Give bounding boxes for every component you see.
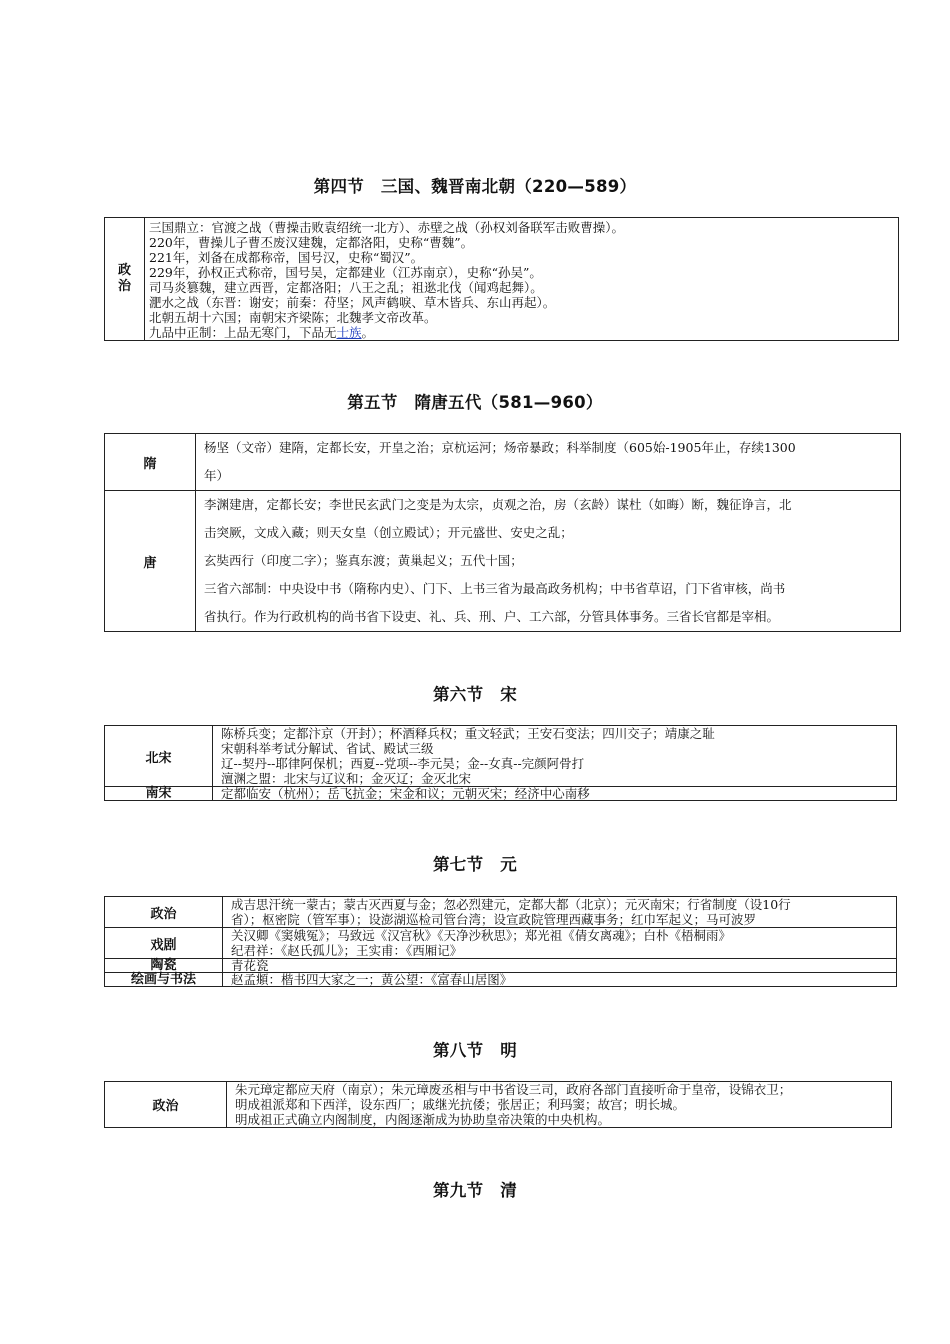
table-section-6 [104, 725, 897, 801]
shizu-link[interactable]: 士族 [336, 325, 362, 340]
table-section-8 [104, 1081, 892, 1128]
row-head-ming-politics: 政治 [105, 1082, 227, 1128]
section-title-7: 第七节 元 [433, 855, 517, 874]
section-title-9: 第九节 清 [433, 1181, 517, 1200]
text-line: 李渊建唐，定都长安；李世民玄武门之变是为太宗，贞观之治，房（玄龄）谋杜（如晦）断，魏征诤言，北 [204, 497, 792, 512]
section-title-5: 第五节 隋唐五代（581—960） [347, 393, 603, 412]
row-head-tang: 唐 [105, 491, 196, 632]
row-body-tang [196, 491, 901, 632]
text-line: 年） [204, 468, 230, 483]
text-line: 宋朝科举考试分解试、省试、殿试三级 [221, 741, 434, 756]
row-body-ceramics [223, 959, 897, 973]
row-body-painting-calligraphy [223, 973, 897, 987]
row-head-northern-song: 北宋 [105, 726, 213, 787]
section-title-8: 第八节 明 [433, 1041, 517, 1060]
section-title-6: 第六节 宋 [433, 685, 517, 704]
text-line: 北朝五胡十六国；南朝宋齐梁陈；北魏孝文帝改革。 [149, 310, 437, 325]
text-line: 220年，曹操儿子曹丕废汉建魏，定都洛阳，史称“曹魏”。 [149, 235, 474, 250]
text-line: 澶渊之盟：北宋与辽议和；金灭辽；金灭北宋 [221, 771, 472, 786]
text-line: 三国鼎立：官渡之战（曹操击败袁绍统一北方）、赤壁之战（孙权刘备联军击败曹操）。 [149, 220, 625, 235]
text-line: 青花瓷 [231, 958, 269, 973]
row-body-northern-song [213, 726, 897, 787]
row-body-politics [145, 218, 899, 341]
text-line: 221年，刘备在成都称帝，国号汉，史称“蜀汉”。 [149, 250, 424, 265]
text-line: 陈桥兵变；定都汴京（开封）；杯酒释兵权；重文轻武；王安石变法；四川交子；靖康之耻 [221, 726, 715, 741]
row-head-drama: 戏剧 [105, 928, 223, 959]
text-line: 纪君祥：《赵氏孤儿》；王实甫：《西厢记》 [231, 943, 463, 958]
row-head-southern-song: 南宋 [105, 787, 213, 801]
row-head-painting-calligraphy: 绘画与书法 [105, 973, 223, 987]
text-line: 击突厥，文成入藏；则天女皇（创立殿试）；开元盛世、安史之乱； [204, 525, 573, 540]
row-head-sui: 隋 [105, 434, 196, 491]
text-line: 定都临安（杭州）；岳飞抗金；宋金和议；元朝灭宋；经济中心南移 [221, 786, 590, 801]
text-line: 玄奘西行（印度二字）；鉴真东渡；黄巢起义；五代十国； [204, 553, 523, 568]
row-head-politics: 政 治 [105, 218, 145, 341]
row-body-southern-song [213, 787, 897, 801]
row-head-ceramics: 陶瓷 [105, 959, 223, 973]
text-line: 关汉卿《窦娥冤》；马致远《汉宫秋》《天净沙秋思》；郑光祖《倩女离魂》；白朴《梧桐雨》 [231, 928, 732, 943]
text-line: 辽--契丹--耶律阿保机；西夏--党项--李元昊；金--女真--完颜阿骨打 [221, 756, 585, 771]
text-line: 成吉思汗统一蒙古；蒙古灭西夏与金；忽必烈建元，定都大都（北京）；元灭南宋；行省制度（设10行 [231, 897, 791, 912]
text-line: 明成祖正式确立内阁制度，内阁逐渐成为协助皇帝决策的中央机构。 [235, 1112, 611, 1127]
text-line: 赵孟頫：楷书四大家之一；黄公望：《富春山居图》 [231, 972, 513, 987]
text-line: 省执行。作为行政机构的尚书省下设吏、礼、兵、刑、户、工六部，分管具体事务。三省长官都是宰相。 [204, 609, 780, 624]
row-body-yuan-politics [223, 897, 897, 928]
row-body-ming-politics [227, 1082, 892, 1128]
text-line: 淝水之战（东晋：谢安；前秦：苻坚；风声鹤唳、草木皆兵、东山再起）。 [149, 295, 556, 310]
text-line: 三省六部制：中央设中书（隋称内史）、门下、上书三省为最高政务机构；中书省草诏，门下省审核，尚书 [204, 581, 786, 596]
table-section-5 [104, 433, 901, 632]
row-body-drama [223, 928, 897, 959]
section-title-4: 第四节 三国、魏晋南北朝（220—589） [313, 177, 637, 196]
table-section-7 [104, 896, 897, 987]
table-section-4 [104, 217, 899, 341]
text-line: 明成祖派郑和下西洋，设东西厂；戚继光抗倭；张居正；利玛窦；故宫；明长城。 [235, 1097, 686, 1112]
text-line: 杨坚（文帝）建隋，定都长安，开皇之治；京杭运河；炀帝暴政；科举制度（605始-1905年止，存续1300 [204, 440, 796, 455]
text-line: 司马炎篡魏，建立西晋，定都洛阳；八王之乱；祖逖北伐（闻鸡起舞）。 [149, 280, 543, 295]
text-line: 省）；枢密院（管军事）；设澎湖巡检司管台湾；设宣政院管理西藏事务；红巾军起义；马可波罗 [231, 912, 757, 927]
text-line: 朱元璋定都应天府（南京）；朱元璋废丞相与中书省设三司，政府各部门直接听命于皇帝，设锦衣卫； [235, 1082, 792, 1097]
row-body-sui [196, 434, 901, 491]
text-line: 九品中正制：上品无寒门，下品无士族。 [149, 325, 375, 340]
text-line: 229年，孙权正式称帝，国号吴，定都建业（江苏南京），史称“孙吴”。 [149, 265, 542, 280]
row-head-yuan-politics: 政治 [105, 897, 223, 928]
